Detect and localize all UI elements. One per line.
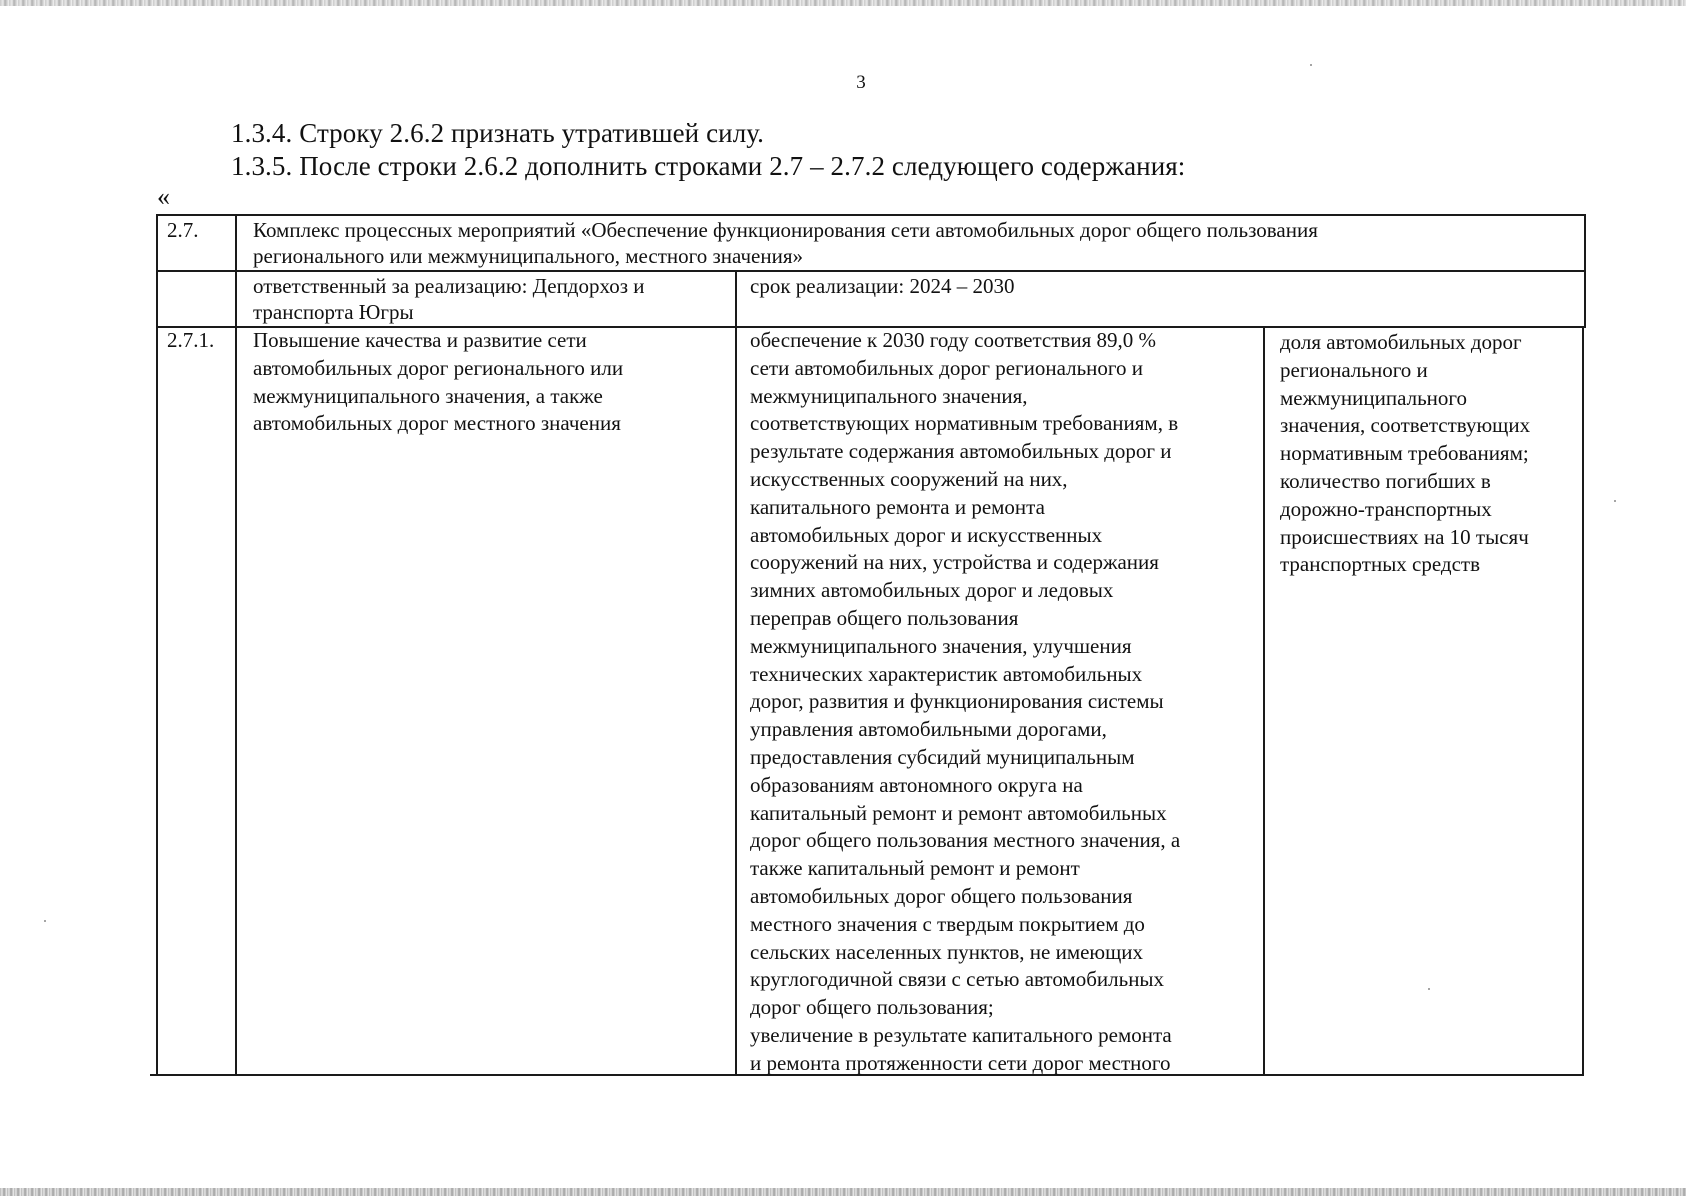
indicator-line: нормативным требованиям; (1280, 441, 1529, 466)
effect-line: автомобильных дорог и искусственных (750, 522, 1103, 547)
page-number: 3 (856, 72, 866, 93)
row-2-7-number (167, 217, 199, 245)
program-table (150, 214, 1586, 1076)
responsible-line: транспорта Югры (253, 299, 414, 324)
scan-edge-top (0, 0, 1686, 6)
title-line: Комплекс процессных мероприятий «Обеспечение функционирования сети автомобильных дорог общего пользования (253, 218, 1318, 242)
task-line: автомобильных дорог регионального или (253, 355, 624, 380)
indicator-column-separator (1263, 327, 1265, 1076)
effect-line: результате содержания автомобильных дорог и (750, 439, 1172, 464)
effect-line: дорог общего пользования местного значения, а (750, 828, 1181, 853)
table-border-top (156, 214, 1586, 216)
row-2-7-1-effects (750, 327, 1180, 1078)
effect-line: переправ общего пользования (750, 605, 1019, 630)
task-line: межмуниципального значения, а также (253, 383, 603, 408)
effect-line: капитальный ремонт и ремонт автомобильных (750, 800, 1167, 825)
scan-speck (1428, 988, 1430, 990)
row-2-7-1-number (167, 327, 214, 355)
effect-line: управления автомобильными дорогами, (750, 717, 1107, 742)
table-border-right-lower (1582, 326, 1584, 1076)
effect-line: искусственных сооружений на них, (750, 466, 1068, 491)
effect-line: увеличение в результате капитального ремонта (750, 1022, 1172, 1047)
indicator-line: количество погибших в (1280, 468, 1491, 493)
responsible-column-separator (735, 271, 737, 1076)
paragraph-1-3-5: 1.3.5. После строки 2.6.2 дополнить строками 2.7 – 2.7.2 следующего содержания: (231, 151, 1186, 181)
effect-line: обеспечение к 2030 году соответствия 89,0 % (750, 328, 1156, 352)
effect-line: межмуниципального значения, (750, 383, 1028, 408)
indicator-line: межмуниципального (1280, 385, 1467, 410)
paragraph-1-3-4: 1.3.4. Строку 2.6.2 признать утратившей силу. (231, 118, 765, 148)
task-line: автомобильных дорог местного значения (253, 411, 621, 436)
scan-speck (44, 920, 46, 922)
opening-quote-mark: « (157, 182, 170, 211)
responsible-cell (253, 273, 644, 327)
row-2-7-1-indicators (1280, 329, 1530, 579)
indicator-line: значения, соответствующих (1280, 413, 1531, 438)
effect-line: капитального ремонта и ремонта (750, 494, 1045, 519)
effect-line: межмуниципального значения, улучшения (750, 633, 1132, 658)
effect-line: круглогодичной связи с сетью автомобильных (750, 967, 1165, 992)
table-border-left (156, 214, 158, 1076)
effect-line: сельских населенных пунктов, не имеющих (750, 939, 1144, 964)
implementation-period: срок реализации: 2024 – 2030 (750, 274, 1015, 298)
responsible-line: ответственный за реализацию: Депдорхоз и (253, 274, 645, 298)
effect-line: сети автомобильных дорог регионального и (750, 355, 1143, 380)
effect-line: зимних автомобильных дорог и ледовых (750, 578, 1114, 603)
row-number: 2.7. (167, 218, 199, 242)
effect-line: местного значения с твердым покрытием до (750, 911, 1145, 936)
effect-line: дорог общего пользования; (750, 995, 994, 1020)
indicator-line: доля автомобильных дорог (1280, 330, 1522, 354)
effect-line: соответствующих нормативным требованиям, в (750, 411, 1179, 436)
effect-line: технических характеристик автомобильных (750, 661, 1143, 686)
effect-line: также капитальный ремонт и ремонт (750, 856, 1080, 881)
scan-edge-bottom (0, 1188, 1686, 1196)
row-2-7-1-task (253, 327, 623, 438)
effect-line: предоставления субсидий муниципальным (750, 744, 1135, 769)
effect-line: и ремонта протяженности сети дорог местного (750, 1050, 1171, 1075)
period-cell (750, 273, 1015, 301)
effect-line: образованиям автономного округа на (750, 772, 1083, 797)
indicator-line: регионального и (1280, 357, 1428, 382)
scan-speck (1310, 64, 1312, 66)
row-number: 2.7.1. (167, 328, 215, 352)
indicator-line: дорожно-транспортных (1280, 496, 1492, 521)
effect-line: дорог, развития и функционирования системы (750, 689, 1164, 714)
title-line: регионального или межмуниципального, местного значения» (253, 243, 803, 268)
scan-speck (1614, 500, 1616, 502)
number-column-separator (235, 214, 237, 1076)
row-2-7-title (253, 217, 1318, 271)
task-line: Повышение качества и развитие сети (253, 328, 587, 352)
effect-line: сооружений на них, устройства и содержания (750, 550, 1159, 575)
effect-line: автомобильных дорог общего пользования (750, 883, 1133, 908)
indicator-line: происшествиях на 10 тысяч (1280, 524, 1529, 549)
indicator-line: транспортных средств (1280, 552, 1481, 577)
